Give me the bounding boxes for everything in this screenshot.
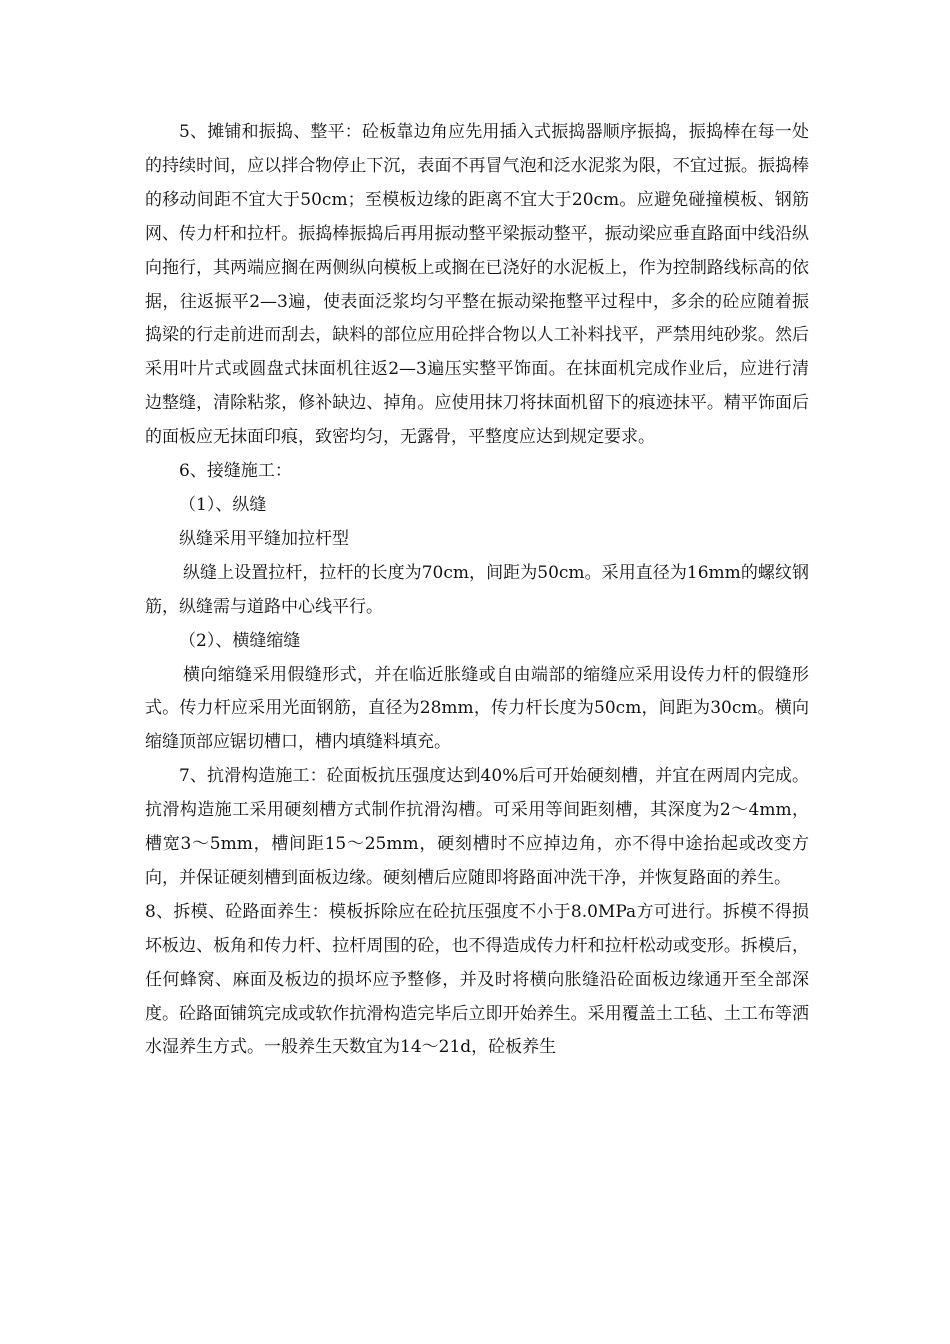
- paragraph-longitudinal-joint-tie-bar: 纵缝上设置拉杆，拉杆的长度为70cm，间距为50cm。采用直径为16mm的螺纹钢筋，纵缝需与道路中心线平行。: [145, 562, 809, 617]
- subheading-transverse-contraction-joint: （2）、横缝缩缝: [179, 630, 301, 651]
- paragraph-longitudinal-joint-type: 纵缝采用平缝加拉杆型: [179, 528, 349, 549]
- paragraph-paving-vibration: 5、摊铺和振捣、整平：砼板靠边角应先用插入式振捣器顺序振捣，振捣棒在每一处的持续时间，应以拌合物停止下沉，表面不再冒气泡和泛水泥浆为限，不宜过振。振捣棒的移动间距不宜大于50cm；至模板边缘的距离不宜大于20cm。应避免碰撞模板、钢筋网、传力杆和拉杆。振捣棒振捣后再用振动整平梁振动整平，振动梁应垂直路面中线沿纵向拖行，其两端应搁在两侧纵向模板上或搁在已浇好的水泥板上，作为控制路线标高的依据，往返振平2—3遍，使表面泛浆均匀平整在振动梁拖整平过程中，多余的砼应随着振捣梁的行走前进而刮去，缺料的部位应用砼拌合物以人工补料找平，严禁用纯砂浆。然后采用叶片式或圆盘式抹面机往返2—3遍压实整平饰面。在抹面机完成作业后，应进行清边整缝，清除粘浆，修补缺边、掉角。应使用抹刀将抹面机留下的痕迹抹平。精平饰面后的面板应无抹面印痕，致密均匀，无露骨，平整度应达到规定要求。: [145, 122, 809, 448]
- paragraph-joint-construction: 6、接缝施工：: [179, 461, 292, 482]
- subheading-longitudinal-joint: （1）、纵缝: [179, 494, 267, 515]
- paragraph-formwork-removal-curing: 8、拆模、砼路面养生：模板拆除应在砼抗压强度不小于8.0MPa方可进行。拆模不得损坏板边、板角和传力杆、拉杆周围的砼，也不得造成传力杆和拉杆松动或变形。拆模后，任何蜂窝、麻面及板边的损坏应予整修，并及时将横向胀缝沿砼面板边缘通开至全部深度。砼路面铺筑完成或软作抗滑构造完毕后立即开始养生。采用覆盖土工毡、土工布等洒水湿养生方式。一般养生天数宜为14～21d，砼板养生: [145, 901, 809, 1058]
- paragraph-anti-skid-texture: 7、抗滑构造施工：砼面板抗压强度达到40%后可开始硬刻槽，并宜在两周内完成。抗滑构造施工采用硬刻槽方式制作抗滑沟槽。可采用等间距刻槽，其深度为2～4mm，槽宽3～5mm，槽间距15～25mm，硬刻槽时不应掉边角，亦不得中途抬起或改变方向，并保证硬刻槽到面板边缘。硬刻槽后应随即将路面冲洗干净，并恢复路面的养生。: [145, 766, 809, 888]
- document-body: [145, 116, 809, 1065]
- paragraph-transverse-contraction-joint: 横向缩缝采用假缝形式，并在临近胀缝或自由端部的缩缝应采用设传力杆的假缝形式。传力杆应采用光面钢筋，直径为28mm，传力杆长度为50cm，间距为30cm。横向缩缝顶部应锯切槽口，槽内填缝料填充。: [145, 664, 809, 753]
